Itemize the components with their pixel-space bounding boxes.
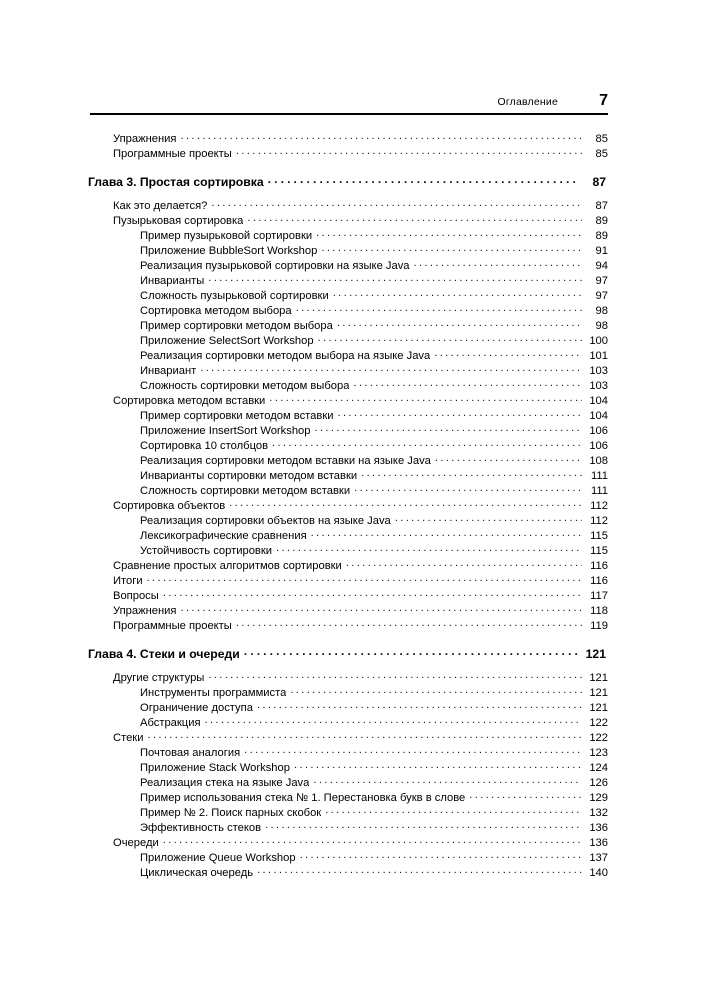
toc-entry-label: Итоги (113, 575, 143, 588)
toc-entry-label: Сложность пузырьковой сортировки (140, 290, 329, 303)
toc-entry[interactable] (113, 213, 608, 228)
toc-entry-label: Другие структуры (113, 672, 205, 685)
running-head (90, 92, 608, 110)
toc-entry-page-number: 136 (589, 837, 608, 850)
toc-entry-page-number: 121 (589, 702, 608, 715)
toc-entry-label: Реализация сортировки методом выбора на языке Java (140, 350, 431, 363)
toc-entry-page-number: 129 (589, 792, 608, 805)
dot-leader (435, 453, 582, 464)
toc-entry-label: Почтовая аналогия (140, 747, 241, 760)
toc-entry-page-number: 136 (589, 822, 608, 835)
dot-leader (208, 273, 582, 284)
toc-entry-label: Эффективность стеков (140, 822, 262, 835)
dot-leader (321, 243, 582, 254)
toc-entry-page-number: 91 (595, 245, 608, 258)
dot-leader (311, 528, 582, 539)
toc-entry-page-number: 121 (589, 672, 608, 685)
toc-entry-page-number: 89 (595, 230, 608, 243)
toc-entry[interactable] (140, 543, 608, 558)
toc-entry[interactable] (140, 453, 608, 468)
dot-leader (205, 715, 582, 726)
toc-entry-page-number: 108 (589, 455, 608, 468)
toc-entry-label: Сравнение простых алгоритмов сортировки (113, 560, 342, 573)
toc-entry-page-number: 115 (590, 530, 608, 543)
toc-entry[interactable] (140, 288, 608, 303)
dot-leader (147, 573, 582, 584)
toc-entry-page-number: 106 (589, 425, 608, 438)
toc-entry-page-number: 112 (590, 500, 608, 513)
toc-entry[interactable] (113, 198, 608, 213)
toc-entry-page-number: 119 (590, 620, 608, 633)
toc-entry-label: Сортировка 10 столбцов (140, 440, 269, 453)
toc-entry[interactable] (140, 760, 608, 775)
toc-entry-page-number: 101 (589, 350, 608, 363)
toc-entry[interactable] (140, 468, 608, 483)
toc-entry-page-number: 85 (595, 133, 608, 146)
dot-leader (325, 805, 582, 816)
toc-entry-label: Очереди (113, 837, 159, 850)
toc-entry[interactable] (140, 775, 608, 790)
toc-entry-label: Инвариант (140, 365, 197, 378)
dot-leader (257, 700, 582, 711)
toc-entry-label: Реализация пузырьковой сортировки на языке Java (140, 260, 410, 273)
toc-entry[interactable] (140, 700, 608, 715)
toc-entry-page-number: 121 (589, 687, 608, 700)
toc-entry-page-number: 98 (595, 320, 608, 333)
toc-entry-label: Программные проекты (113, 620, 232, 633)
toc-entry[interactable] (113, 498, 608, 513)
dot-leader (247, 213, 582, 224)
dot-leader (414, 258, 582, 269)
toc-entry-label: Пример сортировки методом вставки (140, 410, 334, 423)
toc-entry[interactable] (140, 258, 608, 273)
dot-leader (269, 393, 582, 404)
toc-entry[interactable] (140, 715, 608, 730)
dot-leader (276, 543, 582, 554)
toc-entry-label: Сложность сортировки методом вставки (140, 485, 351, 498)
toc-entry-label: Глава 4. Стеки и очереди (88, 647, 240, 662)
dot-leader (229, 498, 582, 509)
dot-leader (337, 318, 582, 329)
toc-entry-label: Приложение BubbleSort Workshop (140, 245, 318, 258)
toc-entry-page-number: 132 (589, 807, 608, 820)
toc-entry-page-number: 106 (589, 440, 608, 453)
dot-leader (354, 483, 582, 494)
toc-entry-page-number: 97 (595, 290, 608, 303)
toc-entry-page-number: 103 (589, 380, 608, 393)
dot-leader (434, 348, 582, 359)
dot-leader (180, 603, 582, 614)
toc-entry[interactable] (140, 228, 608, 243)
toc-chapter-entry[interactable] (88, 646, 606, 662)
toc-entry-page-number: 126 (589, 777, 608, 790)
toc-entry-label: Сложность сортировки методом выбора (140, 380, 350, 393)
toc-entry-label: Ограничение доступа (140, 702, 253, 715)
toc-entry-label: Пример использования стека № 1. Перестановка букв в слове (140, 792, 466, 805)
toc-entry-label: Упражнения (113, 133, 177, 146)
dot-leader (290, 685, 582, 696)
dot-leader (244, 646, 578, 658)
toc-entry[interactable] (113, 146, 608, 161)
toc-entry[interactable] (140, 528, 608, 543)
toc-entry-label: Приложение Stack Workshop (140, 762, 290, 775)
toc-entry[interactable] (140, 363, 608, 378)
toc-entry-label: Пример сортировки методом выбора (140, 320, 333, 333)
toc-entry-page-number: 87 (595, 200, 608, 213)
toc-entry[interactable] (140, 438, 608, 453)
toc-entry-label: Инструменты программиста (140, 687, 287, 700)
running-head-title: Оглавление (497, 96, 558, 108)
toc-entry[interactable] (140, 318, 608, 333)
toc-entry[interactable] (140, 303, 608, 318)
dot-leader (244, 745, 582, 756)
toc-entry-label: Абстракция (140, 717, 201, 730)
table-of-contents (0, 131, 725, 880)
toc-entry-page-number: 124 (589, 762, 608, 775)
toc-entry-page-number: 140 (589, 867, 608, 880)
dot-leader (353, 378, 582, 389)
dot-leader (313, 775, 582, 786)
dot-leader (163, 835, 582, 846)
toc-entry-page-number: 111 (590, 470, 608, 483)
toc-entry-page-number: 103 (589, 365, 608, 378)
toc-entry[interactable] (140, 745, 608, 760)
toc-entry-label: Сортировка объектов (113, 500, 226, 513)
header-rule (90, 113, 608, 115)
toc-entry-label: Пузырьковая сортировка (113, 215, 244, 228)
toc-entry-page-number: 116 (590, 560, 608, 573)
toc-entry-page-number: 117 (590, 590, 608, 603)
toc-entry[interactable] (140, 423, 608, 438)
toc-entry-label: Пример пузырьковой сортировки (140, 230, 313, 243)
toc-entry[interactable] (113, 670, 608, 685)
dot-leader (272, 438, 582, 449)
toc-entry[interactable] (140, 408, 608, 423)
dot-leader (257, 865, 582, 876)
dot-leader (268, 174, 578, 186)
dot-leader (316, 228, 582, 239)
toc-entry-label: Сортировка методом выбора (140, 305, 292, 318)
dot-leader (208, 670, 582, 681)
toc-entry[interactable] (113, 588, 608, 603)
toc-entry-page-number: 100 (589, 335, 608, 348)
toc-entry[interactable] (113, 730, 608, 745)
dot-leader (469, 790, 582, 801)
toc-entry-page-number: 104 (589, 410, 608, 423)
dot-leader (236, 146, 582, 157)
toc-entry[interactable] (140, 790, 608, 805)
toc-entry[interactable] (140, 483, 608, 498)
dot-leader (296, 303, 582, 314)
page-folio: 7 (599, 92, 608, 109)
toc-entry-page-number: 104 (589, 395, 608, 408)
toc-entry[interactable] (140, 378, 608, 393)
toc-entry[interactable] (140, 348, 608, 363)
dot-leader (337, 408, 582, 419)
dot-leader (147, 730, 582, 741)
dot-leader (180, 131, 582, 142)
toc-entry[interactable] (140, 243, 608, 258)
toc-entry[interactable] (113, 131, 608, 146)
toc-entry-label: Пример № 2. Поиск парных скобок (140, 807, 322, 820)
toc-entry[interactable] (113, 618, 608, 633)
dot-leader (294, 760, 582, 771)
toc-entry-page-number: 94 (595, 260, 608, 273)
toc-entry-label: Вопросы (113, 590, 159, 603)
toc-entry-label: Как это делается? (113, 200, 208, 213)
toc-entry[interactable] (140, 685, 608, 700)
toc-entry-page-number: 123 (589, 747, 608, 760)
toc-entry-label: Циклическая очередь (140, 867, 254, 880)
toc-entry-page-number: 85 (595, 148, 608, 161)
toc-entry-label: Упражнения (113, 605, 177, 618)
dot-leader (333, 288, 582, 299)
toc-entry-page-number: 116 (590, 575, 608, 588)
toc-entry[interactable] (113, 573, 608, 588)
toc-entry-page-number: 112 (590, 515, 608, 528)
dot-leader (200, 363, 582, 374)
toc-entry[interactable] (140, 333, 608, 348)
dot-leader (395, 513, 582, 524)
toc-entry-page-number: 121 (585, 647, 606, 662)
toc-entry-label: Реализация сортировки методом вставки на языке Java (140, 455, 431, 468)
toc-entry-page-number: 111 (590, 485, 608, 498)
toc-entry-label: Реализация сортировки объектов на языке Java (140, 515, 391, 528)
dot-leader (300, 850, 582, 861)
dot-leader (318, 333, 582, 344)
toc-chapter-entry[interactable] (88, 174, 606, 190)
toc-entry-label: Лексикографические сравнения (140, 530, 307, 543)
toc-entry[interactable] (140, 865, 608, 880)
toc-entry-page-number: 118 (590, 605, 608, 618)
dot-leader (346, 558, 582, 569)
toc-entry-label: Программные проекты (113, 148, 232, 161)
toc-entry-label: Приложение Queue Workshop (140, 852, 296, 865)
toc-entry-label: Реализация стека на языке Java (140, 777, 310, 790)
toc-entry-page-number: 137 (589, 852, 608, 865)
toc-entry-label: Приложение InsertSort Workshop (140, 425, 311, 438)
toc-entry[interactable] (140, 273, 608, 288)
toc-entry[interactable] (113, 558, 608, 573)
toc-entry-label: Инварианты (140, 275, 205, 288)
toc-entry[interactable] (113, 835, 608, 850)
toc-entry-label: Инварианты сортировки методом вставки (140, 470, 358, 483)
toc-entry[interactable] (113, 603, 608, 618)
toc-entry[interactable] (140, 805, 608, 820)
toc-entry[interactable] (140, 850, 608, 865)
dot-leader (361, 468, 582, 479)
toc-entry[interactable] (140, 513, 608, 528)
toc-entry-page-number: 89 (595, 215, 608, 228)
toc-entry-label: Сортировка методом вставки (113, 395, 266, 408)
toc-entry-page-number: 97 (595, 275, 608, 288)
dot-leader (315, 423, 583, 434)
toc-entry-page-number: 98 (595, 305, 608, 318)
toc-entry-label: Приложение SelectSort Workshop (140, 335, 314, 348)
toc-entry[interactable] (113, 393, 608, 408)
toc-entry-page-number: 115 (590, 545, 608, 558)
toc-entry-label: Стеки (113, 732, 144, 745)
dot-leader (265, 820, 582, 831)
dot-leader (236, 618, 582, 629)
toc-entry-page-number: 87 (592, 175, 606, 190)
dot-leader (211, 198, 582, 209)
toc-entry-page-number: 122 (589, 732, 608, 745)
toc-entry-label: Глава 3. Простая сортировка (88, 175, 264, 190)
dot-leader (163, 588, 582, 599)
toc-entry-label: Устойчивость сортировки (140, 545, 273, 558)
toc-entry[interactable] (140, 820, 608, 835)
toc-entry-page-number: 122 (589, 717, 608, 730)
